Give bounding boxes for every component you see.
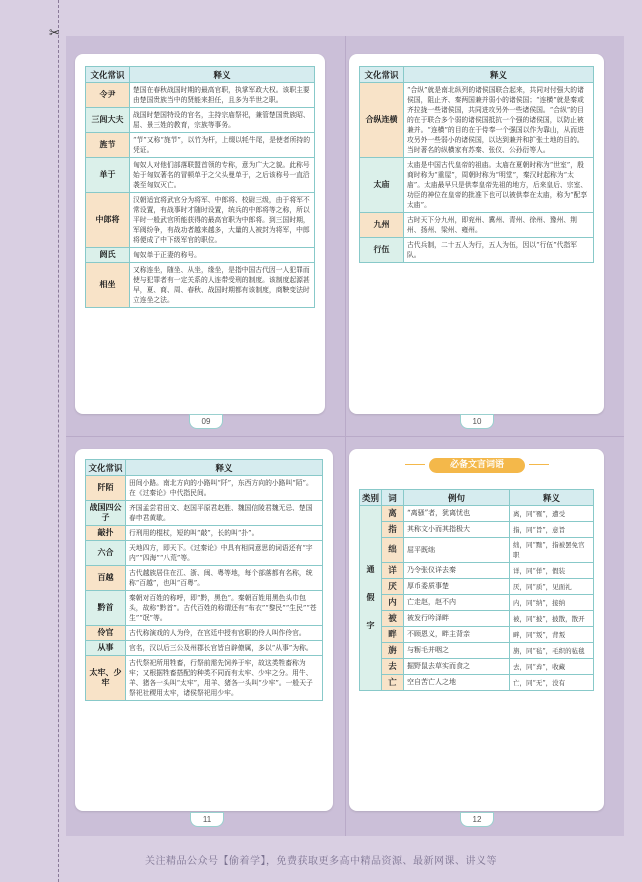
page-10-table — [359, 66, 594, 263]
term-cell: 阏氏 — [86, 248, 130, 263]
meaning-cell: 绌，同“黜”，指被罢免官职 — [510, 538, 594, 563]
table-row — [86, 83, 315, 108]
header-example: 例句 — [404, 490, 510, 506]
example-cell: 空自苦亡人之地 — [404, 675, 510, 691]
definition-cell: 汉朝适宜将武官分为将军、中郎将、校尉三级，由于将军不常设置，有战事时才随时设置，统兵的中郎将等之称，所以平时一般武官所能获得的最高官职为中郎将。到三国时期，军阀纷争，有战功者越来越多，大量的人被封为将军，中郎将便成了中下级军官的职位。 — [130, 193, 315, 248]
table-row — [360, 563, 594, 579]
table-row — [86, 476, 323, 501]
term-cell: 百越 — [86, 566, 126, 591]
table-row — [360, 213, 594, 238]
section-title: 必备文言词语 — [429, 458, 525, 473]
table-row — [86, 566, 323, 591]
table-row — [360, 627, 594, 643]
example-cell: 亡走赵，赵不内 — [404, 595, 510, 611]
word-cell: 去 — [382, 659, 404, 675]
definition-cell: 古代兵制，二十五人为行，五人为伍，因以“行伍”代指军队。 — [404, 238, 594, 263]
category-cell: 通 假 字 — [360, 506, 382, 691]
definition-cell: 战国时楚国特设的官名，主持宗庙祭祀，兼管楚国贵族昭、屈、景三姓的教育，宗族等事务。 — [130, 108, 315, 133]
meaning-cell: 离，同“罹”，遭受 — [510, 506, 594, 522]
term-cell: 相坐 — [86, 263, 130, 308]
term-cell: 令尹 — [86, 83, 130, 108]
term-cell: 合纵连横 — [360, 83, 404, 158]
meaning-cell: 内，同“纳”，接纳 — [510, 595, 594, 611]
term-cell: 行伍 — [360, 238, 404, 263]
table-row — [360, 579, 594, 595]
page-12-table — [359, 489, 594, 691]
definition-cell: 天地四方，即天下。《过秦论》中具有相同意思的词语还有“宇内”“四海”“八荒”等。 — [126, 541, 323, 566]
definition-cell: 古时天下分九州，即兖州、冀州、青州、徐州、豫州、荆州、扬州、梁州、雍州。 — [404, 213, 594, 238]
term-cell: 黔首 — [86, 591, 126, 626]
table-row — [86, 526, 323, 541]
term-cell: 太庙 — [360, 158, 404, 213]
definition-cell: 匈奴单于正妻的称号。 — [130, 248, 315, 263]
table-row — [360, 659, 594, 675]
footer-note: 关注精品公众号【偷着学】，免费获取更多高中精品资源、最新网课、讲义等 — [145, 856, 497, 867]
table-row — [86, 263, 315, 308]
definition-cell: 秦朝对百姓的称呼，即“黔，黑色”。秦朝百姓用黑色头巾包头，故称“黔首”。古代百姓的称谓还有“布衣”“黎民”“生民”“苍生”“氓”等。 — [126, 591, 323, 626]
table-row — [360, 595, 594, 611]
definition-cell: 古代祭祀所用牲畜，行祭前需先饲养于牢，故这类牲畜称为牢；又根据牲畜搭配的种类不同而有太牢、少牢之分。用牛、羊、猪各一头叫“太牢”，用羊、猪各一头叫“少牢”。一般天子祭祀社稷用太牢，诸侯祭祀用少牢。 — [126, 656, 323, 701]
example-cell: 乃令张仪详去秦 — [404, 563, 510, 579]
table-row — [360, 675, 594, 691]
table-row — [360, 611, 594, 627]
definition-cell: 匈奴人对他们部落联盟首领的专称，意为广大之貌。此称号始于匈奴著名的冒顿单于之父头曼单于，之后该称号一直沿袭至匈奴灭亡。 — [130, 158, 315, 193]
term-cell: 六合 — [86, 541, 126, 566]
table-row — [86, 541, 323, 566]
meaning-cell: 亡，同“无”，没有 — [510, 675, 594, 691]
term-cell: 九州 — [360, 213, 404, 238]
word-cell: 绌 — [382, 538, 404, 563]
example-cell: 不顾恩义，畔主背亲 — [404, 627, 510, 643]
table-row — [360, 643, 594, 659]
table-row — [86, 626, 323, 641]
table-row — [86, 656, 323, 701]
page-11-card — [75, 449, 333, 811]
page-12-card — [349, 449, 604, 811]
scissors-icon: ✂ — [49, 26, 60, 41]
word-cell: 亡 — [382, 675, 404, 691]
table-row — [86, 501, 323, 526]
term-cell: 敲扑 — [86, 526, 126, 541]
example-cell: “离骚”者，犹离忧也 — [404, 506, 510, 522]
table-row — [360, 538, 594, 563]
definition-cell: 又称连坐，随坐、从坐，缘坐，是指中国古代因一人犯罪而使与犯罪者有一定关系的人连带受刑的制度。该制度起源甚早，夏、商、周、春秋、战国时期都有该制度，商鞅变法时立连坐之法。 — [130, 263, 315, 308]
definition-cell: 田间小路。南北方向的小路叫“阡”，东西方向的小路叫“陌”。在《过秦论》中代指民间。 — [126, 476, 323, 501]
table-row — [86, 133, 315, 158]
page-09-card — [75, 54, 325, 414]
term-cell: 单于 — [86, 158, 130, 193]
term-cell: 战国四公子 — [86, 501, 126, 526]
table-row — [86, 158, 315, 193]
example-cell: 厚币委质事楚 — [404, 579, 510, 595]
word-cell: 内 — [382, 595, 404, 611]
word-cell: 被 — [382, 611, 404, 627]
definition-cell: 古代越族居住在江、浙、闽、粤等地，每个部落都有名称，统称“百越”，也叫“百粤”。 — [126, 566, 323, 591]
table-row — [86, 641, 323, 656]
page-number-12: 12 — [460, 812, 494, 827]
meaning-cell: 去，同“弆”，收藏 — [510, 659, 594, 675]
page-10-card — [349, 54, 604, 414]
example-cell: 与粝毛并咽之 — [404, 643, 510, 659]
term-cell: 从事 — [86, 641, 126, 656]
table-row — [360, 238, 594, 263]
meaning-cell: 被，同“披”，披散，散开 — [510, 611, 594, 627]
word-cell: 离 — [382, 506, 404, 522]
definition-cell: 太庙是中国古代皇帝的祖庙。太庙在夏朝时称为“世室”，殷商时称为“重屋”，周朝时称为“明堂”，秦汉时起称为“太庙”。太庙最早只是供奉皇帝先祖的地方，后来皇后、宗室、功臣的神位在皇帝的批准下也可以被供奉在太庙，称为“配享太庙”。 — [404, 158, 594, 213]
header-culture: 文化常识 — [360, 67, 404, 83]
header-meaning: 释义 — [404, 67, 594, 83]
word-cell: 旃 — [382, 643, 404, 659]
word-cell: 指 — [382, 522, 404, 538]
header-word: 词 — [382, 490, 404, 506]
header-culture: 文化常识 — [86, 460, 126, 476]
page-09-table — [85, 66, 315, 308]
definition-cell: 官名，汉以后三公及州郡长官皆自辟僚属，多以“从事”为称。 — [126, 641, 323, 656]
header-meaning: 释义 — [510, 490, 594, 506]
example-cell: 被发行吟泽畔 — [404, 611, 510, 627]
definition-cell: 古代称演戏的人为伶，在宫廷中授有官职的伶人叫作伶官。 — [126, 626, 323, 641]
definition-cell: 行刑用的棍杖，短的叫“敲”，长的叫“扑”。 — [126, 526, 323, 541]
table-row — [86, 108, 315, 133]
table-row — [86, 193, 315, 248]
table-row — [86, 591, 323, 626]
header-category: 类别 — [360, 490, 382, 506]
term-cell: 旌节 — [86, 133, 130, 158]
header-meaning: 释义 — [130, 67, 315, 83]
meaning-cell: 指，同“旨”，意旨 — [510, 522, 594, 538]
table-row — [360, 158, 594, 213]
term-cell: 三闾大夫 — [86, 108, 130, 133]
term-cell: 伶官 — [86, 626, 126, 641]
table-row — [86, 248, 315, 263]
page-number-11: 11 — [190, 812, 224, 827]
header-meaning: 释义 — [126, 460, 323, 476]
example-cell: 其称文小而其指极大 — [404, 522, 510, 538]
table-row — [360, 506, 594, 522]
meaning-cell: 旃，同“毡”，毛织的毡毯 — [510, 643, 594, 659]
definition-cell: “节”又称“旄节”，以竹为杆，上缀以牦牛尾，是使者所持的凭证。 — [130, 133, 315, 158]
meaning-cell: 畔，同“叛”，背叛 — [510, 627, 594, 643]
table-row — [360, 83, 594, 158]
meaning-cell: 详，同“佯”，假装 — [510, 563, 594, 579]
word-cell: 厌 — [382, 579, 404, 595]
definition-cell: 楚国在春秋战国时期的最高官职，执掌军政大权。该职主要由楚国贵族当中的贤能来担任，且多为半世之职。 — [130, 83, 315, 108]
page-number-10: 10 — [460, 414, 494, 429]
example-cell: 掘野鼠去草实而食之 — [404, 659, 510, 675]
definition-cell: 齐国孟尝君田文、赵国平原君赵胜、魏国信陵君魏无忌、楚国春申君黄歇。 — [126, 501, 323, 526]
header-culture: 文化常识 — [86, 67, 130, 83]
fold-line-horizontal — [66, 436, 624, 437]
page-11-table — [85, 459, 323, 701]
definition-cell: “合纵”就是南北纵列的诸侯国联合起来，共同对付强大的诸侯国，阻止齐、秦两国兼并弱小的诸侯国；“连横”就是秦或齐拉拢一些诸侯国，共同进攻另外一些诸侯国。“合纵”的目的在于联合多个弱的诸侯国抵抗一个强的诸侯国，以防止被兼并。“连横”的目的在于侍奉一个强国以作为靠山，从而进攻另外一些弱小的诸侯国，以达到兼并和扩张土地的目的。当时著名的纵横家有苏秦、张仪、公孙衍等人。 — [404, 83, 594, 158]
word-cell: 详 — [382, 563, 404, 579]
meaning-cell: 厌，同“质”，见面礼 — [510, 579, 594, 595]
term-cell: 阡陌 — [86, 476, 126, 501]
word-cell: 畔 — [382, 627, 404, 643]
cut-line — [58, 0, 59, 882]
page-number-09: 09 — [189, 414, 223, 429]
term-cell: 中郎将 — [86, 193, 130, 248]
term-cell: 太牢、少牢 — [86, 656, 126, 701]
example-cell: 屈平既绌 — [404, 538, 510, 563]
table-row — [360, 522, 594, 538]
